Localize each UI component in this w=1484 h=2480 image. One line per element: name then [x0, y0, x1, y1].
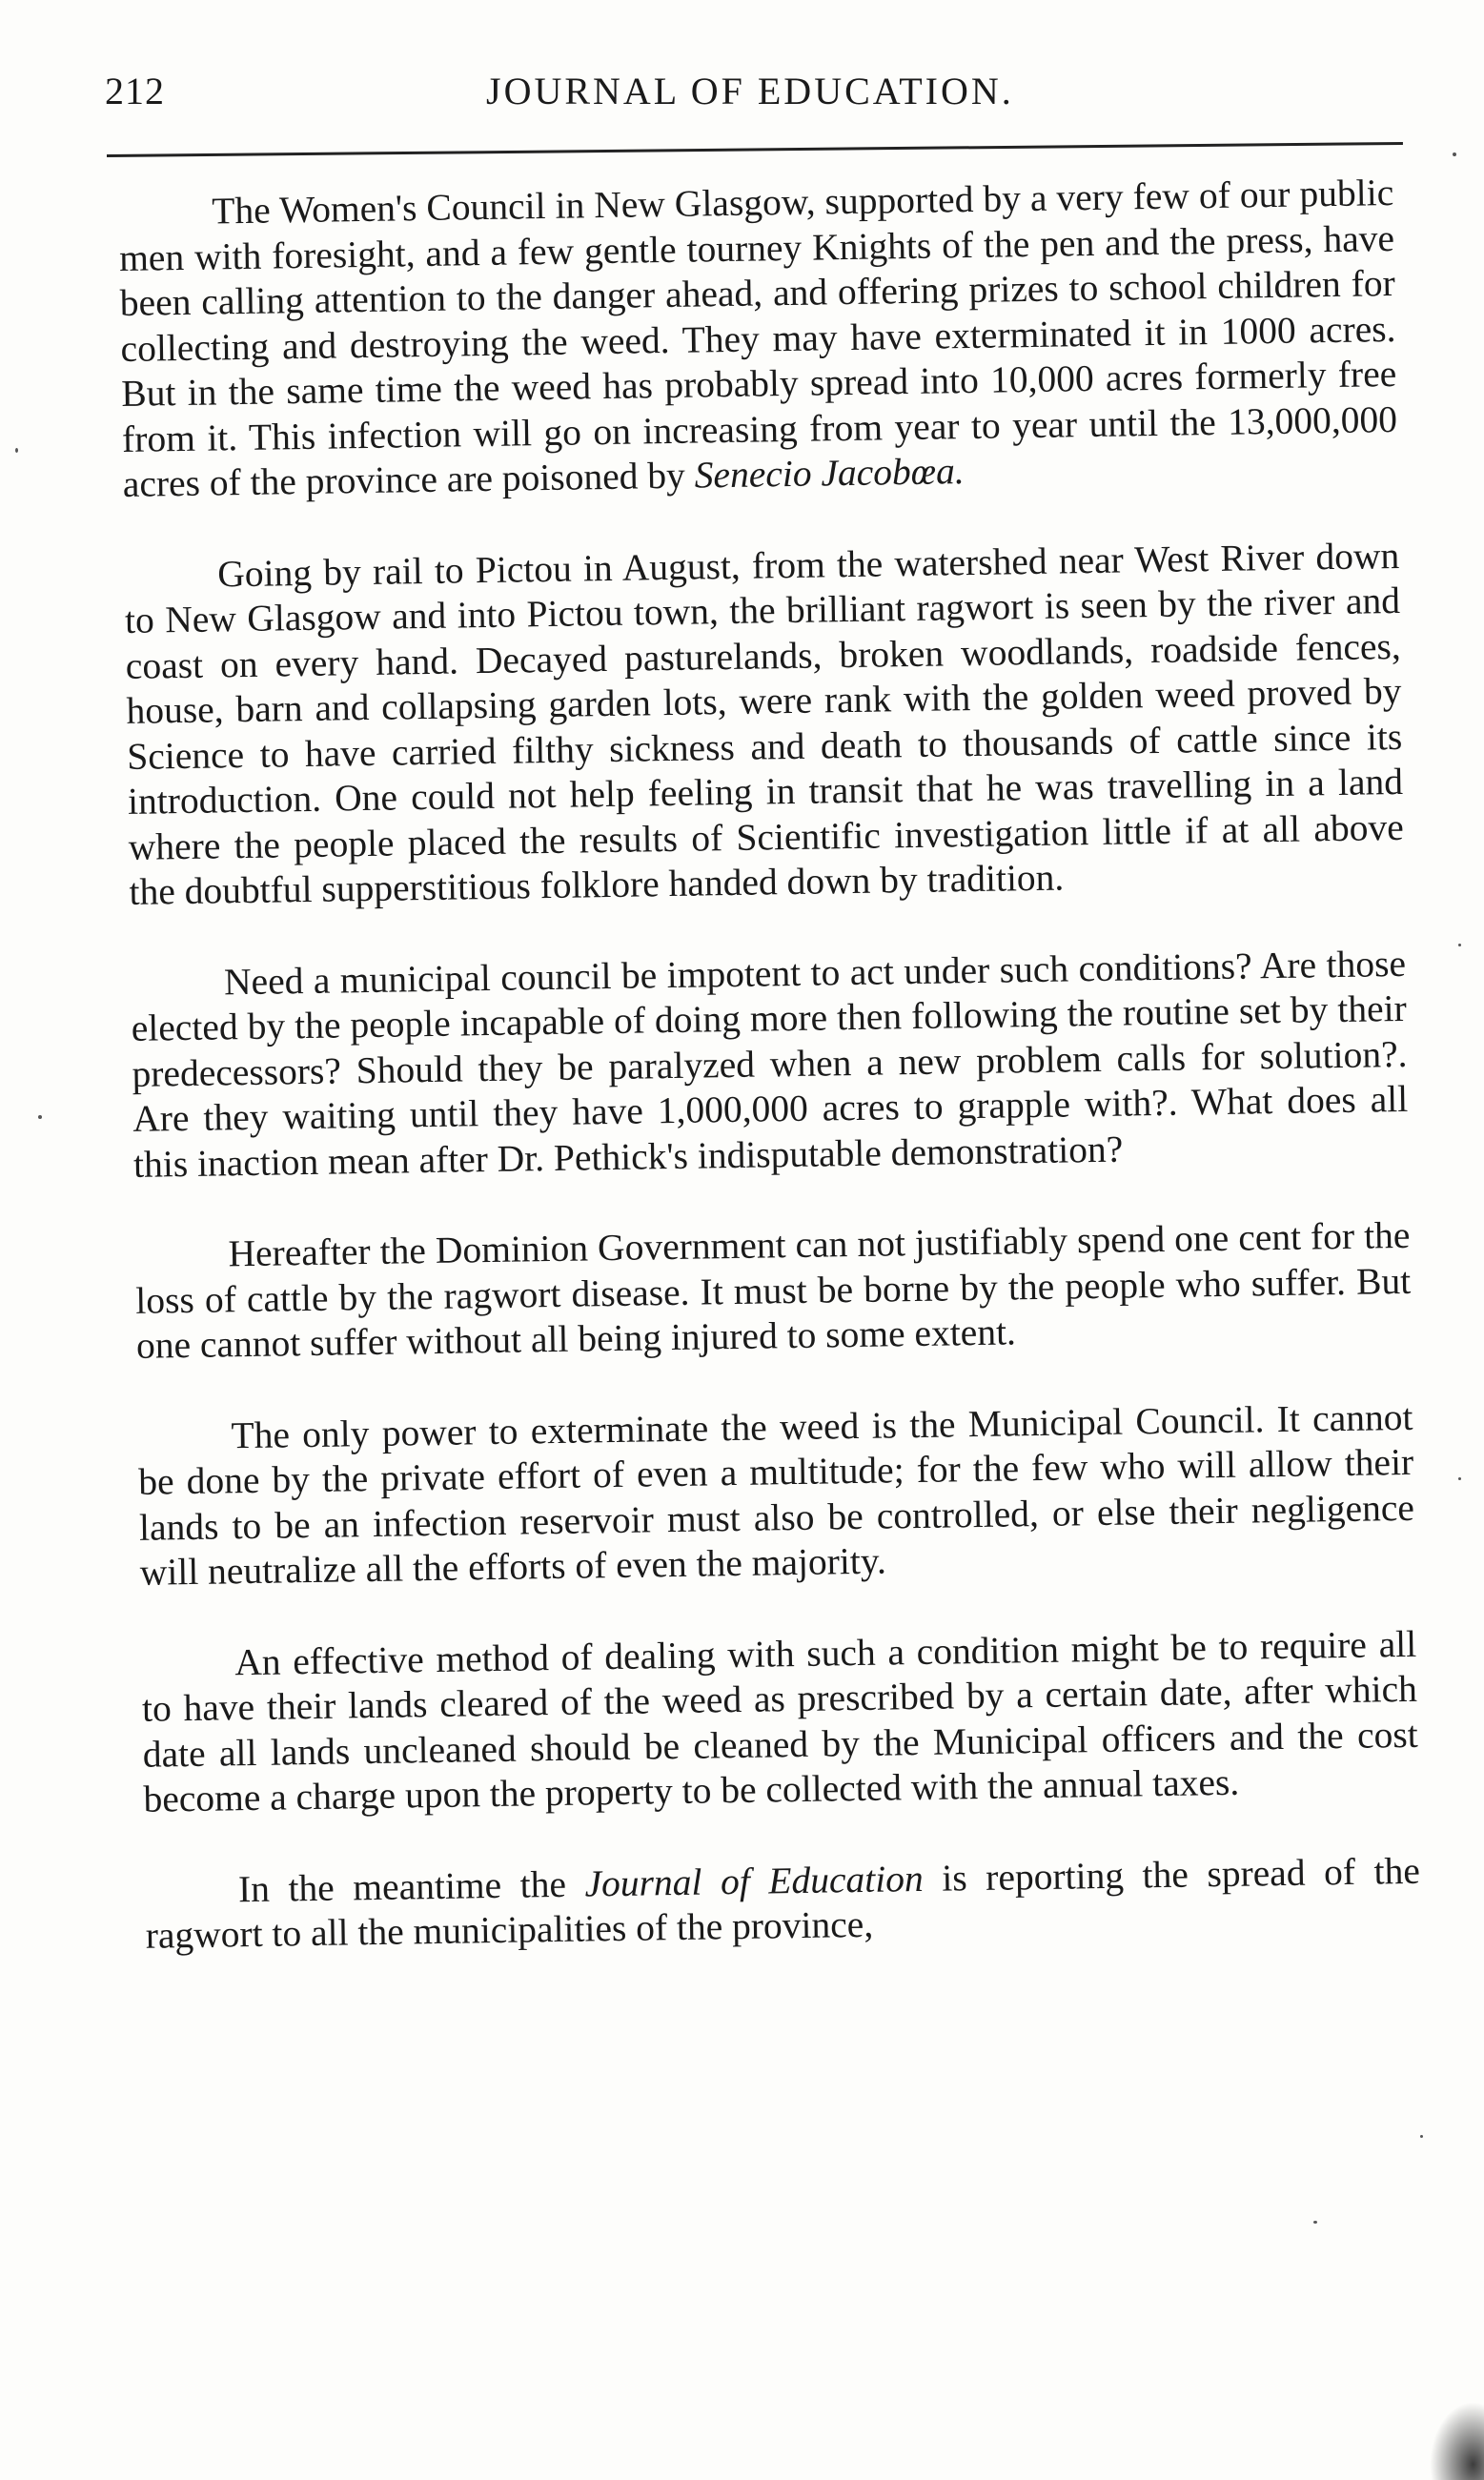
paragraph-text: In the meantime the	[237, 1862, 585, 1910]
print-speck	[1458, 944, 1461, 946]
paragraph-only-power	[137, 1394, 1415, 1596]
print-speck	[38, 1115, 42, 1119]
print-speck	[15, 448, 18, 453]
paragraph-dominion-government	[134, 1213, 1412, 1369]
paragraph-womens-council	[118, 171, 1398, 507]
paragraph-municipal-council	[131, 941, 1410, 1187]
running-title: JOURNAL OF EDUCATION.	[486, 70, 1014, 112]
paragraph-text: Going by rail to Pictou in August, from the watershed near West River down to New Glasgow and into Pictou town, the brilliant ragwort is seen by the river and coast on every hand. Decayed pasturelands, broken woodlands, roadside fences, house, barn and collapsing garden lots, were rank with the golden weed proved by Science to have carried filthy sickness and death to thousands of cattle since its introduction. One could not help feeling in transit that he was travelling in a land where the people placed the results of Scientific investigation little if at all above the doubtful supperstitious folklore handed down by tradition.	[124, 534, 1404, 913]
corner-smudge	[1430, 2402, 1484, 2480]
paragraph-text: Need a municipal council be impotent to act under such conditions? Are those elected by the people incapable of doing more then following the routine set by their predecessors? Should they be paralyzed when a new problem calls for solution?. Are they waiting until they have 1,000,000 acres to grapple with?. What does all this inaction mean after Dr. Pethick's indisputable demonstration?	[131, 942, 1409, 1186]
paragraph-text: An effective method of dealing with such a condition might be to require all to have their lands cleared of the weed as prescribed by a certain date, after which date all lands uncleaned should be cleaned by the Municipal officers and the cost become a charge upon the property to be collected with the annual taxes.	[141, 1622, 1418, 1820]
journal-title-italic: Journal of Education	[584, 1857, 925, 1905]
paragraph-text: The Women's Council in New Glasgow, supported by a very few of our public men with foresight, and a few gentle tourney Knights of the pen and the press, have been calling attention to the danger ahead, and offering prizes to school children for collecting and destroying the weed. They may have exterminated it in 1000 acres. But in the same time the weed has probably spread into 10,000 acres formerly free from it. This infection will go on increasing from year to year until the 13,000,000 acres of the province are poisoned by	[118, 171, 1398, 505]
print-speck	[1458, 1477, 1461, 1480]
paragraph-meantime	[145, 1848, 1421, 1959]
print-speck	[1420, 2135, 1423, 2138]
header-rule	[107, 142, 1403, 157]
print-speck	[1313, 2221, 1317, 2224]
page-number: 212	[105, 70, 165, 112]
paragraph-pictou-rail	[124, 533, 1405, 915]
paragraph-text: The only power to exterminate the weed is the Municipal Council. It cannot be done by the private effort of even a multitude; for the few who will allow their lands to be an infection reservoir must also be controlled, or else their negligence will neutralize all the efforts of even the majority.	[137, 1395, 1415, 1594]
paragraph-effective-method	[141, 1621, 1419, 1822]
paragraph-text: Hereafter the Dominion Government can not justifiably spend one cent for the loss of cattle by the ragwort disease. It must be borne by the people who suffer. But one cannot suffer without all being injured to some extent.	[134, 1213, 1412, 1367]
print-speck	[1453, 152, 1456, 156]
paragraph-text-tail: is reporting the spread of the ragwort to all the municipalities of the province,	[145, 1849, 1421, 1957]
species-name: Senecio Jacobœa.	[694, 450, 966, 497]
page-header	[105, 69, 1401, 135]
article-body	[118, 171, 1421, 1959]
